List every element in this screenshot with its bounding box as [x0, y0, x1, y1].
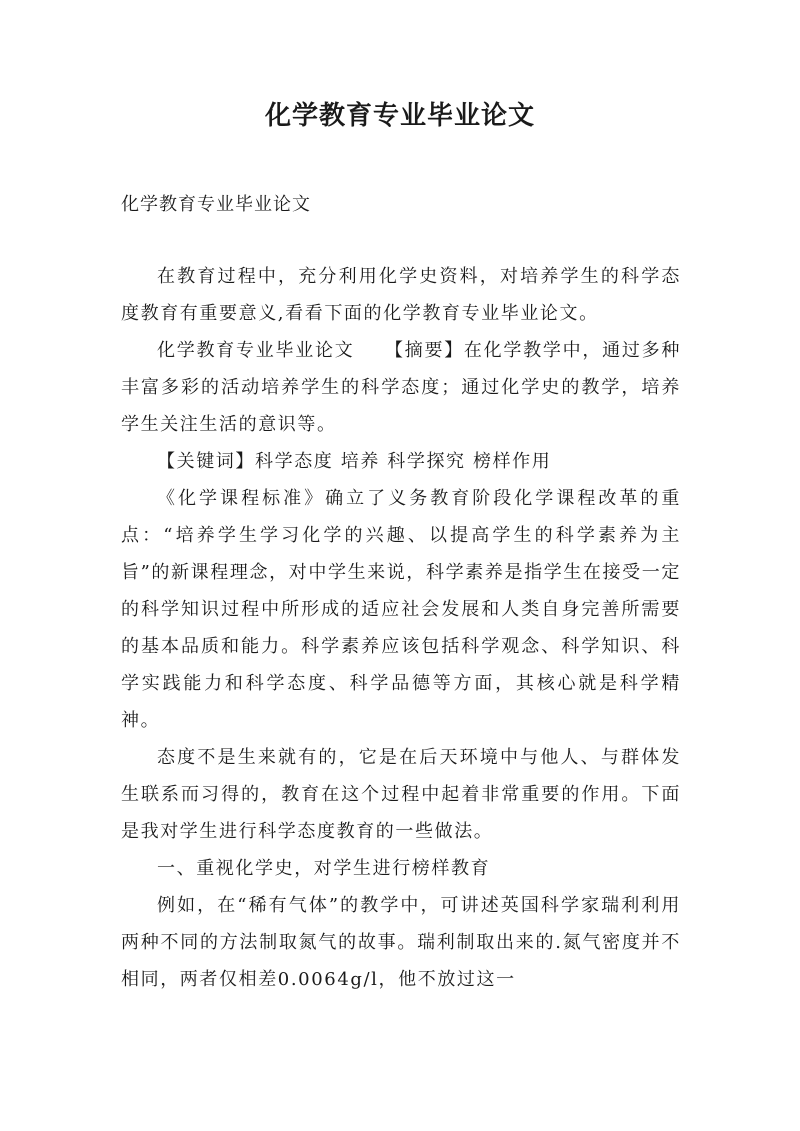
paragraph-attitude: 态度不是生来就有的，它是在后天环境中与他人、与群体发生联系而习得的，教育在这个过程中起着非常重要的作用。下面是我对学生进行科学态度教育的一些做法。: [121, 747, 681, 842]
paragraph-curriculum: 《化学课程标准》确立了义务教育阶段化学课程改革的重点：“培养学生学习化学的兴趣、以提高学生的科学素养为主旨”的新课程理念，对中学生来说，科学素养是指学生在接受一定的科学知识过程中所形成的适应社会发展和人类自身完善所需要的基本品质和能力。科学素养应该包括科学观念、科学知识、科学实践能力和科学态度、科学品德等方面，其核心就是科学精神。: [121, 488, 681, 731]
document-body: [121, 258, 681, 998]
paragraph-keywords: 【关键词】科学态度 培养 科学探究 榜样作用: [157, 451, 552, 472]
paragraph-abstract: 化学教育专业毕业论文 【摘要】在化学教学中，通过多种丰富多彩的活动培养学生的科学态度；通过化学史的教学，培养学生关注生活的意识等。: [121, 340, 681, 435]
document-title: 化学教育专业毕业论文: [264, 101, 535, 131]
paragraph-example: 例如，在“稀有气体”的教学中，可讲述英国科学家瑞利利用两种不同的方法制取氮气的故事。瑞利制取出来的.氮气密度并不相同，两者仅相差0.0064g/l，他不放过这一: [121, 895, 681, 990]
document-subtitle: 化学教育专业毕业论文: [121, 194, 311, 215]
section-heading-1: 一、重视化学史，对学生进行榜样教育: [157, 858, 491, 879]
paragraph-intro: 在教育过程中，充分利用化学史资料，对培养学生的科学态度教育有重要意义,看看下面的化学教育专业毕业论文。: [121, 266, 681, 324]
